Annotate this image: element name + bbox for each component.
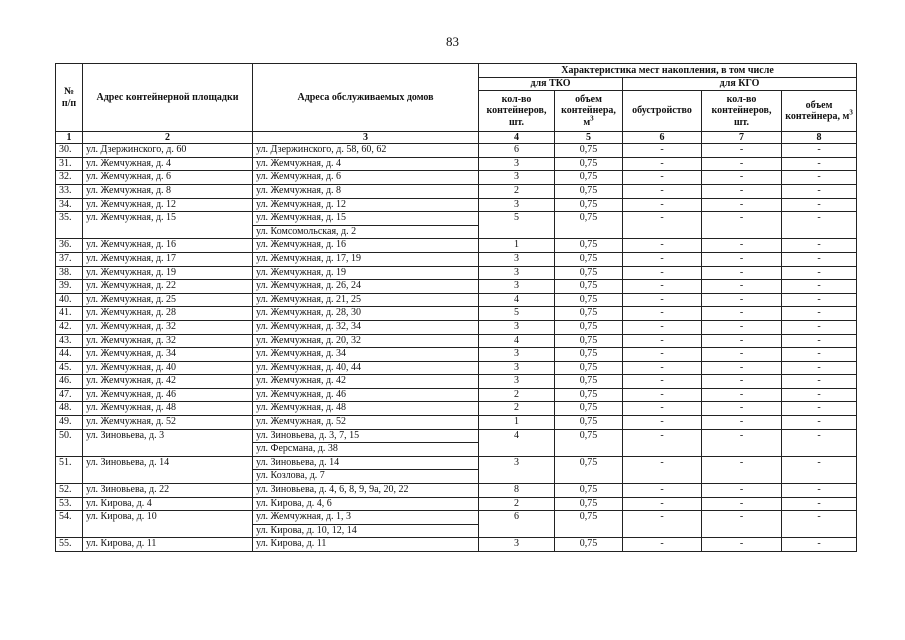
row-number: 54.: [56, 511, 83, 538]
row-number: 35.: [56, 212, 83, 239]
table-row: [56, 429, 857, 443]
served-house: ул. Жемчужная, д. 16: [253, 239, 479, 253]
served-house: ул. Зиновьева, д. 4, 6, 8, 9, 9а, 20, 22: [253, 484, 479, 498]
site-address: ул. Жемчужная, д. 34: [83, 348, 253, 362]
header-kgo-volume: объем контейнера, $м^3$: [782, 91, 857, 132]
kgo-setup: -: [623, 171, 702, 185]
tko-container-volume: 0,75: [555, 252, 623, 266]
served-house: ул. Жемчужная, д. 1, 3: [253, 511, 479, 525]
kgo-setup: -: [623, 416, 702, 430]
served-house: ул. Жемчужная, д. 34: [253, 348, 479, 362]
table-body: [56, 144, 857, 552]
tko-container-count: 3: [479, 171, 555, 185]
served-house: ул. Комсомольская, д. 2: [253, 225, 479, 239]
site-address: ул. Зиновьева, д. 3: [83, 429, 253, 456]
kgo-container-volume: -: [782, 293, 857, 307]
kgo-container-volume: -: [782, 252, 857, 266]
kgo-container-count: -: [702, 456, 782, 483]
served-house: ул. Жемчужная, д. 15: [253, 212, 479, 226]
header-tko: для ТКО: [479, 77, 623, 91]
kgo-setup: -: [623, 157, 702, 171]
kgo-setup: -: [623, 348, 702, 362]
table-row: [56, 184, 857, 198]
site-address: ул. Кирова, д. 11: [83, 538, 253, 552]
kgo-container-count: -: [702, 307, 782, 321]
tko-container-volume: 0,75: [555, 320, 623, 334]
row-number: 42.: [56, 320, 83, 334]
kgo-setup: -: [623, 429, 702, 456]
kgo-container-volume: -: [782, 348, 857, 362]
served-house: ул. Жемчужная, д. 12: [253, 198, 479, 212]
col-number: 2: [83, 132, 253, 144]
kgo-container-volume: -: [782, 307, 857, 321]
tko-container-count: 3: [479, 348, 555, 362]
kgo-setup: -: [623, 456, 702, 483]
tko-container-volume: 0,75: [555, 375, 623, 389]
tko-container-volume: 0,75: [555, 538, 623, 552]
tko-container-volume: 0,75: [555, 416, 623, 430]
kgo-container-count: -: [702, 334, 782, 348]
served-house: ул. Жемчужная, д. 26, 24: [253, 280, 479, 294]
tko-container-volume: 0,75: [555, 171, 623, 185]
kgo-setup: -: [623, 484, 702, 498]
site-address: ул. Жемчужная, д. 42: [83, 375, 253, 389]
kgo-container-volume: -: [782, 484, 857, 498]
table-row: [56, 402, 857, 416]
tko-container-count: 4: [479, 334, 555, 348]
row-number: 36.: [56, 239, 83, 253]
tko-container-count: 3: [479, 266, 555, 280]
row-number: 38.: [56, 266, 83, 280]
row-number: 49.: [56, 416, 83, 430]
kgo-container-volume: -: [782, 212, 857, 239]
served-house: ул. Жемчужная, д. 40, 44: [253, 361, 479, 375]
site-address: ул. Жемчужная, д. 52: [83, 416, 253, 430]
kgo-container-volume: -: [782, 388, 857, 402]
row-number: 50.: [56, 429, 83, 456]
kgo-container-volume: -: [782, 416, 857, 430]
site-address: ул. Жемчужная, д. 32: [83, 334, 253, 348]
kgo-setup: -: [623, 375, 702, 389]
tko-container-volume: 0,75: [555, 334, 623, 348]
kgo-container-count: -: [702, 388, 782, 402]
table-row: [56, 266, 857, 280]
tko-container-count: 3: [479, 252, 555, 266]
table-row: [56, 511, 857, 525]
kgo-container-count: -: [702, 144, 782, 158]
tko-container-volume: 0,75: [555, 198, 623, 212]
kgo-container-volume: -: [782, 456, 857, 483]
row-number: 53.: [56, 497, 83, 511]
row-number: 43.: [56, 334, 83, 348]
kgo-container-volume: -: [782, 320, 857, 334]
site-address: ул. Жемчужная, д. 8: [83, 184, 253, 198]
table-row: [56, 198, 857, 212]
kgo-setup: -: [623, 320, 702, 334]
row-number: 55.: [56, 538, 83, 552]
site-address: ул. Жемчужная, д. 32: [83, 320, 253, 334]
served-house: ул. Ферсмана, д. 38: [253, 443, 479, 457]
kgo-container-volume: -: [782, 171, 857, 185]
tko-container-volume: 0,75: [555, 456, 623, 483]
site-address: ул. Жемчужная, д. 12: [83, 198, 253, 212]
header-kgo: для КГО: [623, 77, 857, 91]
tko-container-volume: 0,75: [555, 307, 623, 321]
site-address: ул. Жемчужная, д. 48: [83, 402, 253, 416]
kgo-setup: -: [623, 212, 702, 239]
kgo-container-volume: -: [782, 198, 857, 212]
table-row: [56, 348, 857, 362]
tko-container-volume: 0,75: [555, 429, 623, 456]
site-address: ул. Жемчужная, д. 40: [83, 361, 253, 375]
table-row: [56, 252, 857, 266]
kgo-container-volume: -: [782, 266, 857, 280]
kgo-setup: -: [623, 280, 702, 294]
table-row: [56, 484, 857, 498]
tko-container-volume: 0,75: [555, 184, 623, 198]
kgo-setup: -: [623, 538, 702, 552]
served-house: ул. Жемчужная, д. 28, 30: [253, 307, 479, 321]
tko-container-count: 2: [479, 497, 555, 511]
kgo-container-count: -: [702, 171, 782, 185]
served-house: ул. Жемчужная, д. 17, 19: [253, 252, 479, 266]
tko-container-count: 6: [479, 511, 555, 538]
kgo-container-count: -: [702, 429, 782, 456]
served-house: ул. Жемчужная, д. 20, 32: [253, 334, 479, 348]
tko-container-count: 3: [479, 361, 555, 375]
site-address: ул. Жемчужная, д. 28: [83, 307, 253, 321]
site-address: ул. Жемчужная, д. 46: [83, 388, 253, 402]
kgo-container-count: -: [702, 266, 782, 280]
tko-container-volume: 0,75: [555, 484, 623, 498]
kgo-setup: -: [623, 293, 702, 307]
site-address: ул. Кирова, д. 4: [83, 497, 253, 511]
row-number: 46.: [56, 375, 83, 389]
kgo-container-count: -: [702, 497, 782, 511]
col-number: 8: [782, 132, 857, 144]
kgo-container-volume: -: [782, 538, 857, 552]
col-number: 7: [702, 132, 782, 144]
tko-container-count: 2: [479, 184, 555, 198]
tko-container-count: 3: [479, 456, 555, 483]
tko-container-count: 3: [479, 538, 555, 552]
row-number: 44.: [56, 348, 83, 362]
site-address: ул. Зиновьева, д. 22: [83, 484, 253, 498]
table-row: [56, 320, 857, 334]
kgo-container-count: -: [702, 416, 782, 430]
page-number: 83: [446, 34, 459, 49]
col-number: 3: [253, 132, 479, 144]
served-house: ул. Жемчужная, д. 6: [253, 171, 479, 185]
row-number: 47.: [56, 388, 83, 402]
served-house: ул. Жемчужная, д. 46: [253, 388, 479, 402]
col-number: 5: [555, 132, 623, 144]
tko-container-count: 2: [479, 402, 555, 416]
kgo-container-count: -: [702, 239, 782, 253]
kgo-container-volume: -: [782, 375, 857, 389]
served-house: ул. Зиновьева, д. 14: [253, 456, 479, 470]
tko-container-count: 3: [479, 157, 555, 171]
tko-container-volume: 0,75: [555, 239, 623, 253]
site-address: ул. Жемчужная, д. 6: [83, 171, 253, 185]
served-house: ул. Жемчужная, д. 48: [253, 402, 479, 416]
header-kgo-count: кол-во контейнеров, шт.: [702, 91, 782, 132]
kgo-container-volume: -: [782, 361, 857, 375]
served-house: ул. Жемчужная, д. 19: [253, 266, 479, 280]
header-characteristics: Характеристика мест накопления, в том числе: [479, 64, 857, 78]
table-row: [56, 171, 857, 185]
kgo-container-volume: -: [782, 511, 857, 538]
kgo-container-count: -: [702, 320, 782, 334]
kgo-container-count: -: [702, 375, 782, 389]
kgo-setup: -: [623, 252, 702, 266]
kgo-container-volume: -: [782, 280, 857, 294]
tko-container-volume: 0,75: [555, 293, 623, 307]
header-houses: Адреса обслуживаемых домов: [253, 64, 479, 132]
kgo-container-count: -: [702, 361, 782, 375]
served-house: ул. Кирова, д. 4, 6: [253, 497, 479, 511]
served-house: ул. Зиновьева, д. 3, 7, 15: [253, 429, 479, 443]
site-address: ул. Жемчужная, д. 15: [83, 212, 253, 239]
table-row: [56, 239, 857, 253]
column-numbers-row: [56, 132, 857, 144]
row-number: 31.: [56, 157, 83, 171]
kgo-setup: -: [623, 497, 702, 511]
header-tko-volume: объем контейнера, $м^3$: [555, 91, 623, 132]
tko-container-count: 1: [479, 416, 555, 430]
row-number: 41.: [56, 307, 83, 321]
served-house: ул. Жемчужная, д. 42: [253, 375, 479, 389]
row-number: 32.: [56, 171, 83, 185]
table-row: [56, 212, 857, 226]
site-address: ул. Жемчужная, д. 19: [83, 266, 253, 280]
row-number: 52.: [56, 484, 83, 498]
tko-container-count: 3: [479, 320, 555, 334]
site-address: ул. Жемчужная, д. 4: [83, 157, 253, 171]
col-number: 1: [56, 132, 83, 144]
table-row: [56, 497, 857, 511]
kgo-setup: -: [623, 239, 702, 253]
kgo-setup: -: [623, 388, 702, 402]
table-row: [56, 334, 857, 348]
kgo-setup: -: [623, 144, 702, 158]
kgo-container-count: -: [702, 157, 782, 171]
table-row: [56, 361, 857, 375]
tko-container-count: 8: [479, 484, 555, 498]
row-number: 40.: [56, 293, 83, 307]
tko-container-volume: 0,75: [555, 280, 623, 294]
tko-container-volume: 0,75: [555, 497, 623, 511]
tko-container-count: 5: [479, 212, 555, 239]
kgo-setup: -: [623, 266, 702, 280]
table-row: [56, 375, 857, 389]
header-kgo-setup: обустройство: [623, 91, 702, 132]
kgo-container-count: -: [702, 484, 782, 498]
site-address: ул. Жемчужная, д. 22: [83, 280, 253, 294]
kgo-container-count: -: [702, 293, 782, 307]
table-row: [56, 293, 857, 307]
kgo-setup: -: [623, 361, 702, 375]
row-number: 30.: [56, 144, 83, 158]
tko-container-count: 3: [479, 375, 555, 389]
tko-container-count: 5: [479, 307, 555, 321]
site-address: ул. Дзержинского, д. 60: [83, 144, 253, 158]
site-address: ул. Жемчужная, д. 17: [83, 252, 253, 266]
tko-container-volume: 0,75: [555, 388, 623, 402]
table-row: [56, 538, 857, 552]
tko-container-count: 3: [479, 198, 555, 212]
kgo-container-count: -: [702, 198, 782, 212]
tko-container-volume: 0,75: [555, 511, 623, 538]
kgo-container-count: -: [702, 212, 782, 239]
row-number: 48.: [56, 402, 83, 416]
table-row: [56, 307, 857, 321]
served-house: ул. Дзержинского, д. 58, 60, 62: [253, 144, 479, 158]
tko-container-count: 3: [479, 280, 555, 294]
col-number: 6: [623, 132, 702, 144]
tko-container-volume: 0,75: [555, 144, 623, 158]
row-number: 34.: [56, 198, 83, 212]
served-house: ул. Козлова, д. 7: [253, 470, 479, 484]
container-sites-table: [55, 63, 857, 552]
tko-container-count: 4: [479, 293, 555, 307]
table-row: [56, 388, 857, 402]
tko-container-count: 1: [479, 239, 555, 253]
table-row: [56, 144, 857, 158]
site-address: ул. Зиновьева, д. 14: [83, 456, 253, 483]
served-house: ул. Кирова, д. 10, 12, 14: [253, 524, 479, 538]
kgo-setup: -: [623, 307, 702, 321]
row-number: 45.: [56, 361, 83, 375]
served-house: ул. Жемчужная, д. 4: [253, 157, 479, 171]
site-address: ул. Жемчужная, д. 16: [83, 239, 253, 253]
col-number: 4: [479, 132, 555, 144]
tko-container-volume: 0,75: [555, 402, 623, 416]
row-number: 33.: [56, 184, 83, 198]
tko-container-count: 6: [479, 144, 555, 158]
kgo-container-count: -: [702, 538, 782, 552]
kgo-container-count: -: [702, 280, 782, 294]
kgo-container-volume: -: [782, 429, 857, 456]
row-number: 51.: [56, 456, 83, 483]
table-row: [56, 416, 857, 430]
table-header: [56, 64, 857, 144]
header-address: Адрес контейнерной площадки: [83, 64, 253, 132]
served-house: ул. Кирова, д. 11: [253, 538, 479, 552]
kgo-setup: -: [623, 402, 702, 416]
served-house: ул. Жемчужная, д. 8: [253, 184, 479, 198]
kgo-container-volume: -: [782, 402, 857, 416]
tko-container-volume: 0,75: [555, 266, 623, 280]
kgo-container-volume: -: [782, 239, 857, 253]
row-number: 37.: [56, 252, 83, 266]
table-row: [56, 456, 857, 470]
kgo-container-volume: -: [782, 497, 857, 511]
kgo-container-count: -: [702, 348, 782, 362]
header-tko-count: кол-во контейнеров, шт.: [479, 91, 555, 132]
kgo-setup: -: [623, 511, 702, 538]
kgo-container-count: -: [702, 402, 782, 416]
tko-container-count: 2: [479, 388, 555, 402]
served-house: ул. Жемчужная, д. 32, 34: [253, 320, 479, 334]
site-address: ул. Кирова, д. 10: [83, 511, 253, 538]
row-number: 39.: [56, 280, 83, 294]
kgo-container-volume: -: [782, 157, 857, 171]
kgo-setup: -: [623, 184, 702, 198]
served-house: ул. Жемчужная, д. 52: [253, 416, 479, 430]
kgo-setup: -: [623, 198, 702, 212]
table-row: [56, 157, 857, 171]
header-num: № п/п: [56, 64, 83, 132]
tko-container-volume: 0,75: [555, 361, 623, 375]
kgo-container-count: -: [702, 252, 782, 266]
site-address: ул. Жемчужная, д. 25: [83, 293, 253, 307]
tko-container-volume: 0,75: [555, 212, 623, 239]
kgo-container-volume: -: [782, 334, 857, 348]
kgo-container-count: -: [702, 184, 782, 198]
kgo-container-count: -: [702, 511, 782, 538]
tko-container-volume: 0,75: [555, 157, 623, 171]
kgo-setup: -: [623, 334, 702, 348]
served-house: ул. Жемчужная, д. 21, 25: [253, 293, 479, 307]
kgo-container-volume: -: [782, 184, 857, 198]
kgo-container-volume: -: [782, 144, 857, 158]
tko-container-count: 4: [479, 429, 555, 456]
table-row: [56, 280, 857, 294]
tko-container-volume: 0,75: [555, 348, 623, 362]
